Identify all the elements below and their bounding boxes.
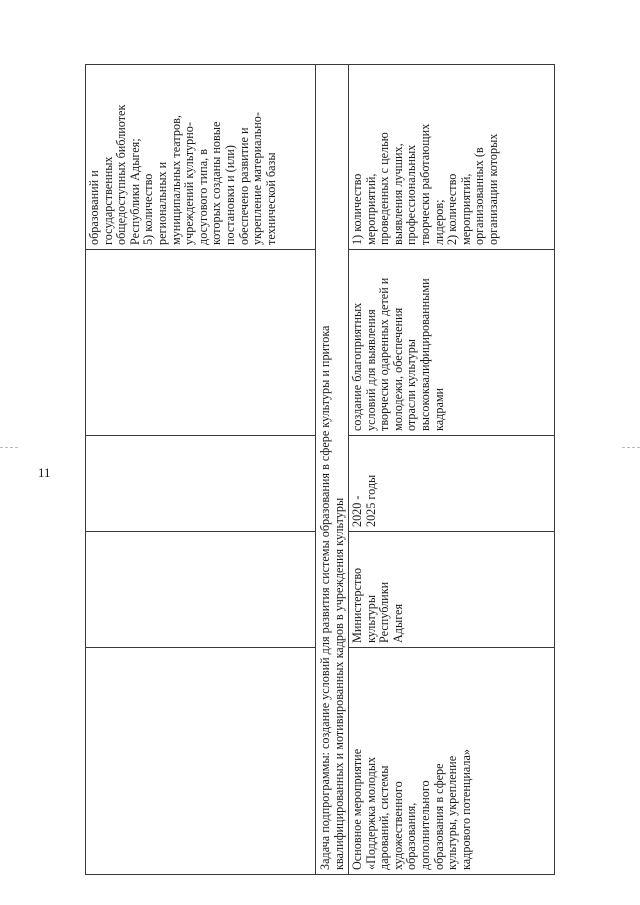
table-cell-indicators: образований и государственных общедоступных библиотек Республики Адыгея; 5) количество региональных и муниципальных театров, учреждений культурно- досугового типа, в которых созданы новые постановки и (или) обеспечено развитие и укрепление материально- технической базы [86,65,316,250]
task-cell: Задача подпрограммы: создание условий для развития системы образования в сфере культуры и притока квалифицированных и мотивированных кадров в учреждения культуры [316,65,349,875]
table-cell-indicators: 1) количество мероприятий, проведенных с целью выявления лучших, профессиональных творчески работающих лидеров; 2) количество мероприятий, организованных (в организации которых [349,65,555,250]
page-number: 11 [38,465,51,480]
table-cell-empty [86,436,316,532]
table-cell-empty [86,250,316,436]
scan-artifact-line [0,447,18,448]
task-row [316,65,349,875]
table-row [86,65,316,875]
table-cell-executor: Министерство культуры Республики Адыгея [349,532,555,648]
table-cell-empty [86,648,316,875]
program-table [85,64,555,875]
table-row [349,65,555,875]
table-cell-result: создание благоприятных условий для выявления творчески одаренных детей и молодежи, обеспечения отрасли культуры высококвалифицированными кадрами [349,250,555,436]
table-cell-empty [86,532,316,648]
rotated-table-page [85,65,555,875]
table-cell-period: 2020 - 2025 годы [349,436,555,532]
table-cell-event: Основное мероприятие «Поддержка молодых дарований, системы художественного образования, дополнительного образования в сфере культуры, укрепление кадрового потенциала» [349,648,555,875]
scan-artifact-line [622,447,640,448]
